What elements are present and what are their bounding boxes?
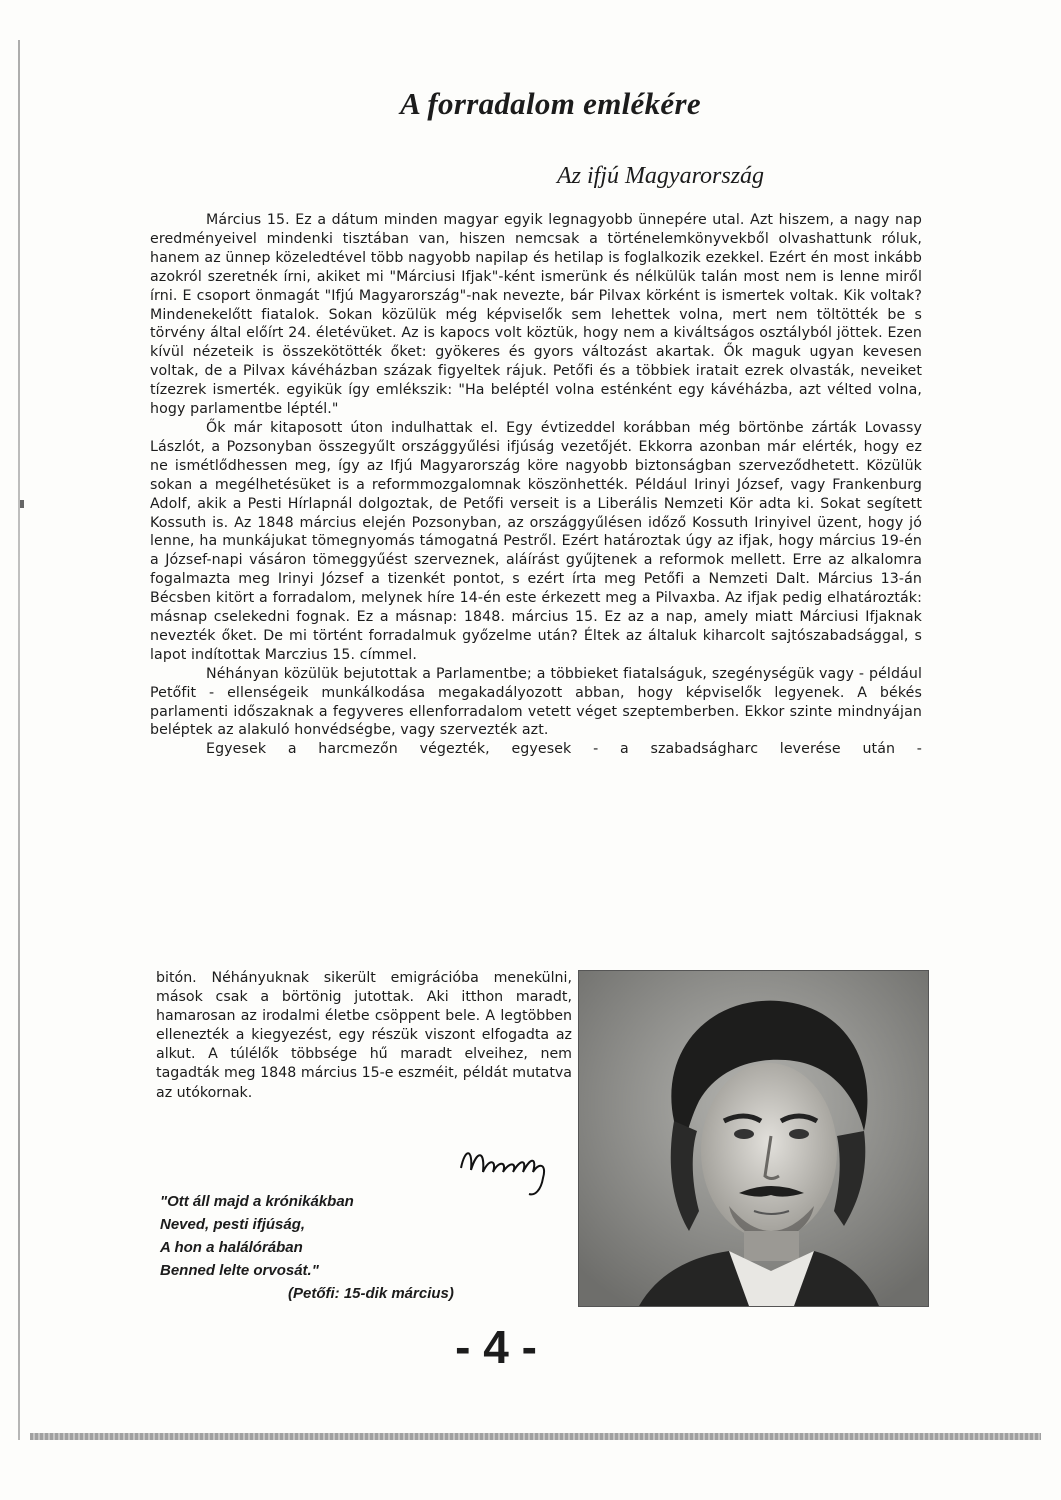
paragraph-4-continued: bitón. Néhányuknak sikerült emigrációba menekülni, mások csak a börtönig jutottak. Aki itthon maradt, hamarosan az irodalmi életbe csöppent bele. A legtöbben ellenezték a kiegyezést, egy részük viszont elfogadta az alkut. A túlélők többsége hű maradt elveihez, nem tagadták meg 1848 március 15-e eszméit, példát mutatva az utókornak. xyxy=(156,970,572,1101)
article-subtitle: Az ifjú Magyarország xyxy=(556,163,765,189)
paragraph-4-first-line: Egyesek a harcmezőn végezték, egyesek - a szabadságharc leverése után - xyxy=(206,741,922,758)
quote-line-1: "Ott áll majd a krónikákban xyxy=(160,1193,354,1210)
portrait-image xyxy=(578,970,929,1307)
paragraph-2: Ők már kitaposott úton indulhattak el. Egy évtizeddel korábban még börtönbe zárták Lovassy Lászlót, a Pozsonyban összegyűlt országgyűlési ifjúság vezetőjét. Ekkorra azonban már elérték, hogy ez ne ismétlődhessen meg, így az Ifjú Magyarország köre nagyobb biztonságban szerveződhetett. Közülük sokan a megélhetésüket is a reformmozgalomnak köszönhették. Például Irinyi József, vagy Frankenburg Adolf, akik a Pesti Hírlapnál dolgoztak, de Petőfi verseit is a Liberális Nemzeti Kör adta ki. Sokat segített Kossuth is. Az 1848 március elején Pozsonyban, az országgyűlésen időző Kossuth Irinyivel üzent, hogy jó lenne, ha munkájukat tömegnyomás támogatná Pestről. Ezért határoztak úgy az ifjak, hogy március 19-én a József-napi vásáron tömeggyűést szerveznek, aláírást gyűjtenek a reformok mellett. Erre az alkalomra fogalmazta meg Irinyi József a tizenkét pontot, s ezért írta meg Petőfi a Nemzeti Dalt. Március 13-án Bécsben kitört a forradalom, melynek híre 14-én este érkezett meg a Pilvaxba. Az ifjak pedig elhatározták: másnap cselekedni fognak. Ez a másnap: 1848. március 15. Ez az a nap, amely miatt Márciusi Ifjaknak nevezték őket. De mi történt forradalmuk győzelme után? Éltek az általuk kiharcolt sajtószabadsággal, s lapot indítottak Marczius 15. címmel. xyxy=(150,419,922,663)
quote-line-4: Benned lelte orvosát." xyxy=(160,1262,319,1279)
article-body xyxy=(150,211,922,759)
page-number: - 4 - xyxy=(455,1321,537,1373)
scan-mark xyxy=(20,500,24,508)
quote-attribution: (Petőfi: 15-dik március) xyxy=(288,1285,454,1302)
scan-edge-left xyxy=(18,40,20,1440)
scan-edge-bottom xyxy=(30,1433,1041,1440)
quote-line-2: Neved, pesti ifjúság, xyxy=(160,1216,306,1233)
paragraph-1: Március 15. Ez a dátum minden magyar egyik legnagyobb ünnepére utal. Azt hiszem, a nagy nap eredményeivel mindenki tisztában van, hiszen nemcsak a történelemkönyvekből olvashattunk róluk, hanem az ünnep közeledtével több nagyobb napilap és hetilap is foglalkozik ezekkel. Ezért én most inkább azokról szeretnék írni, akiket mi "Márciusi Ifjak"-ként ismerünk és nélkülük talán most nem is lenne miről írni. E csoport önmagát "Ifjú Magyarország"-nak nevezte, bár Pilvax körként is ismertek voltak. Kik voltak? Mindenekelőtt fiatalok. Sokan közülük még képviselők sem lehettek volna, mert nem töltötték be s törvény által előírt 24. életévüket. Az is kapocs volt köztük, hogy nem a kiváltságos osztályból jöttek. Ezen kívül nézeteik is összekötötték őket: gyökeres és gyors változást akartak. Ők maguk ugyan kevesen voltak, de a Pilvax kávéházban százak figyeltek rájuk. Petőfi és a többiek iratait ezrek olvasták, neveiket tízezrek ismerték. egyikük így emlékszik: "Ha beléptél volna esténként egy kávéházba, azt vélted volna, hogy parlamentbe léptél." xyxy=(150,212,922,418)
paragraph-3: Néhányan közülük bejutottak a Parlamentbe; a többieket fiatalságuk, szegénységük vagy - például Petőfit - ellenségeik munkálkodása megakadályozott abban, hogy képviselők legyenek. A békés parlamenti időszaknak a fegyveres ellenforradalom vetett véget szeptemberben. Ekkor szinte mindnyájan beléptek az alakuló honvédségbe, vagy szervezték azt. xyxy=(150,665,922,739)
poem-quote xyxy=(160,1190,500,1305)
quote-line-3: A hon a halálórában xyxy=(160,1239,303,1256)
page-title: A forradalom emlékére xyxy=(400,86,701,121)
